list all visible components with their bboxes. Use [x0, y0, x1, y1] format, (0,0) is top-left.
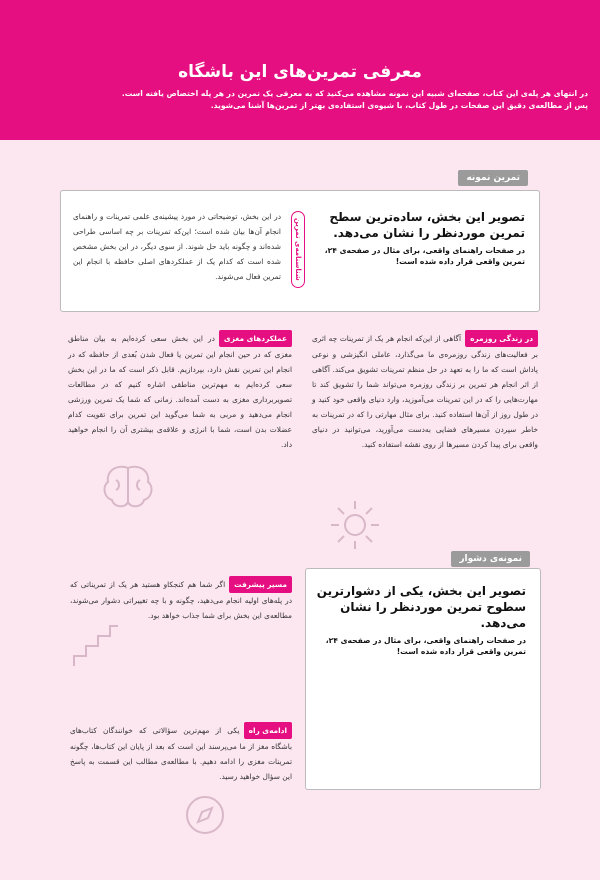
steps-icon — [70, 620, 120, 670]
hard-description — [316, 583, 526, 657]
progress-path-block — [70, 576, 292, 623]
sample-exercise-card — [60, 190, 540, 312]
sample-subtitle: در صفحات راهنمای واقعی، برای مثال در صفحه‌ی ۲۴، تمرین واقعی قرار داده شده است! — [324, 246, 525, 266]
progress-path-text: اگر شما هم کنجکاو هستید هر یک از تمریناتی که در پله‌های اولیه انجام می‌دهید، چگونه و با چه تغییراتی دشوار می‌شوند، مطالعه‌ی این بخش برای شما جذاب خواهد بود. — [70, 580, 292, 620]
exercise-id-tag: شناسنامه‌ی تمرین — [291, 211, 305, 288]
hard-title: تصویر این بخش، یکی از دشوارترین سطوح تمرین موردنظر را نشان می‌دهد. — [316, 584, 526, 630]
sample-section-tag: تمرین نمونه — [458, 170, 528, 186]
compass-icon — [180, 790, 230, 840]
progress-path-label: مسیر پیشرفت — [229, 576, 292, 593]
page-header — [0, 0, 600, 140]
continue-path-block — [70, 722, 292, 784]
page-title: معرفی تمرین‌های این باشگاه — [178, 62, 422, 82]
exercise-id-text: در این بخش، توضیحاتی در مورد پیشینه‌ی علمی تمرینات و راهنمای انجام آن‌ها بیان شده است؛ این‌که تمرینات بر چه اساسی طراحی شده‌اند و چگونه باید حل شوند. از سوی دیگر، در این بخش مشخص شده است که کدام یک از عملکردهای اصلی حافظه با انجام این تمرین فعال می‌شوند. — [73, 212, 281, 281]
hard-subtitle: در صفحات راهنمای واقعی، برای مثال در صفحه‌ی ۲۴، تمرین واقعی قرار داده شده است! — [325, 636, 526, 656]
daily-life-text: آگاهی از این‌که انجام هر یک از تمرینات چه اثری بر فعالیت‌های زندگی روزمره‌ی ما می‌گذارد، عاملی انگیزشی و نوعی پاداش است که ما را به تعهد در حل منظم تمرینات تشویق می‌کند. آگاهی از اثر انجام هر تمرین بر زندگی روزمره می‌تواند شما را تشویق کند تا مهارت‌هایی را که در این تمرینات می‌آموزید، وارد دنیای واقعی خود کنید و در طول روز از آن‌ها استفاده کنید. برای مثال مهارتی را که در تمرینات به خاطر سپردن مسیرهای فضایی به‌دست می‌آورید، می‌توانید در دنیای واقعی برای پیدا کردن مسیرها از روی نقشه استفاده کنید. — [312, 334, 538, 449]
brain-functions-text: در این بخش سعی کرده‌ایم به بیان مناطق مغزی که در حین انجام این تمرین یا فعال شدن بُعدی از حافظه که در انجام این تمرین نقش دارد، بپردازیم. قابل ذکر است که ما در این بخش سعی کرده‌ایم به مهم‌ترین مناطقی اشاره کنیم که در مطالعات تصویربرداری مغزی به دست آمده‌اند. زمانی که شما یک تمرین ورزشی انجام می‌دهید و مربی به شما می‌گوید این تمرین برای تقویت کدام عضلات بدن است، شما با انرژی و علاقه‌ی بیشتری آن را انجام خواهید داد. — [68, 334, 292, 449]
sample-description — [313, 209, 525, 267]
sample-title: تصویر این بخش، ساده‌ترین سطح تمرین موردنظر را نشان می‌دهد. — [329, 210, 525, 240]
continue-path-label: ادامه‌ی راه — [244, 722, 292, 739]
brain-functions-label: عملکردهای مغزی — [219, 330, 292, 347]
sun-icon — [325, 495, 385, 555]
brain-functions-block — [68, 330, 292, 452]
hard-exercise-card — [305, 568, 541, 790]
daily-life-block — [312, 330, 538, 452]
hard-section-tag: نمونه‌ی دشوار — [451, 551, 530, 567]
intro-line-1: در انتهای هر پله‌ی این کتاب، صفحه‌ای شبیه این نمونه مشاهده می‌کنید که به معرفی یک تمرین در هر پله اختصاص یافته است. — [121, 89, 588, 98]
brain-icon — [98, 462, 158, 512]
continue-path-text: یکی از مهم‌ترین سؤالاتی که خوانندگان کتاب‌های باشگاه مغز از ما می‌پرسند این است که بعد از پایان این کتاب‌ها، چگونه تمرینات مغزی را ادامه دهیم. با مطالعه‌ی مطالب این قسمت به پاسخ این سؤال خواهید رسید. — [70, 726, 292, 781]
daily-life-label: در زندگی روزمره — [465, 330, 538, 347]
intro-line-2: پس از مطالعه‌ی دقیق این صفحات در طول کتاب، با شیوه‌ی استفاده‌ی بهتر از تمرین‌ها آشنا می‌شوید. — [210, 101, 588, 110]
